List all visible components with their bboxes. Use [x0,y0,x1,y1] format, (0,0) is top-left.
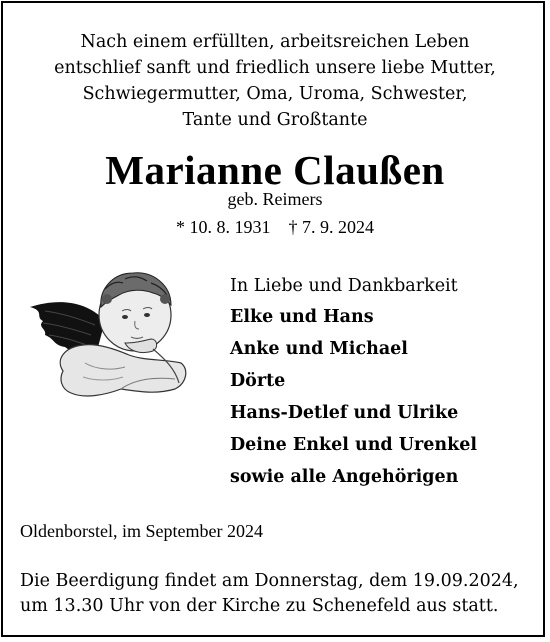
life-dates [3,216,547,238]
intro-text [3,29,547,133]
obituary-notice [1,1,545,637]
cherub-angel-icon [25,259,195,414]
funeral-info [20,569,540,619]
deceased-name: Marianne Claußen [105,147,445,193]
place-date: Oldenborstel, im September 2024 [20,521,263,541]
list-item: sowie alle Angehörigen [230,467,459,487]
intro-line: Nach einem erfüllten, arbeitsreichen Leben [80,32,470,52]
list-item: Hans-Detlef und Ulrike [230,403,459,423]
funeral-line: Die Beerdigung findet am Donnerstag, dem 19.09.2024, [20,571,519,591]
funeral-line: um 13.30 Uhr von der Kirche zu Schenefeld aus statt. [20,596,499,616]
intro-line: Tante und Großtante [182,110,368,130]
death-date: † 7. 9. 2024 [288,217,374,237]
maiden-name: geb. Reimers [227,189,323,209]
list-item: Deine Enkel und Urenkel [230,435,477,455]
list-item: Anke und Michael [230,339,408,359]
intro-line: entschlief sanft und friedlich unsere liebe Mutter, [54,58,496,78]
family-lead: In Liebe und Dankbarkeit [230,276,458,296]
list-item: Dörte [230,371,286,391]
family-list [230,271,540,493]
intro-line: Schwiegermutter, Oma, Uroma, Schwester, [82,84,468,104]
list-item: Elke und Hans [230,307,374,327]
birth-date: * 10. 8. 1931 [176,217,271,237]
